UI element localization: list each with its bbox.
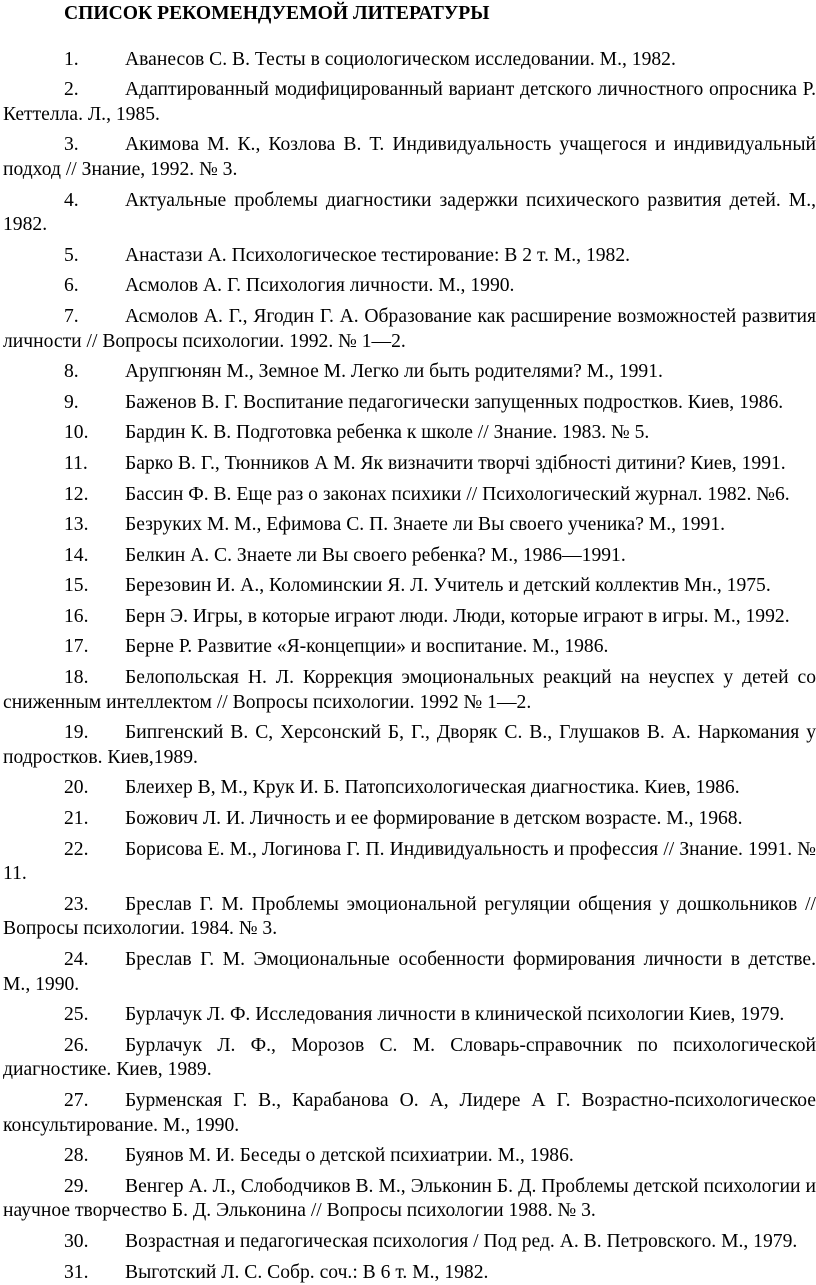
- reference-text: Бипгенский В. С, Херсонский Б, Г., Дворяк С. В., Глушаков В. А. Наркомания у подростков. Киев,1989.: [3, 722, 816, 768]
- reference-text: Арупгюнян М., Земное М. Легко ли быть родителями? М., 1991.: [125, 361, 663, 383]
- reference-text: Блеихер В, М., Крук И. Б. Патопсихологическая диагностика. Киев, 1986.: [125, 777, 740, 799]
- reference-item: [3, 721, 816, 770]
- reference-number: 21.: [64, 808, 89, 830]
- reference-text: Безруких М. М., Ефимова С. П. Знаете ли Вы своего ученика? М., 1991.: [125, 514, 726, 536]
- reference-item: [3, 513, 816, 538]
- reference-text: Бурлачук Л. Ф., Морозов С. М. Словарь-справочник по психологической диагностике. Киев, 1989.: [3, 1034, 816, 1081]
- reference-item: [3, 189, 816, 238]
- reference-text: Асмолов А. Г., Ягодин Г. А. Образование как расширение возможностей развития личности // Вопросы психологии. 1992. № 1—2.: [3, 305, 816, 352]
- reference-text: Бреслав Г. М. Проблемы эмоциональной регуляции общения у дошкольников // Вопросы психологии. 1984. № 3.: [3, 893, 816, 940]
- reference-text: Белкин А. С. Знаете ли Вы своего ребенка? М., 1986—1991.: [125, 544, 626, 566]
- reference-number: 19.: [64, 722, 89, 744]
- page-title: СПИСОК РЕКОМЕНДУЕМОЙ ЛИТЕРАТУРЫ: [64, 3, 490, 24]
- reference-number: 13.: [64, 514, 89, 536]
- reference-text: Бурлачук Л. Ф. Исследования личности в клинической психологии Киев, 1979.: [125, 1004, 785, 1026]
- reference-item: [3, 544, 816, 569]
- reference-item: [3, 666, 816, 715]
- reference-number: 31.: [64, 1261, 89, 1283]
- reference-number: 12.: [64, 483, 89, 505]
- reference-number: 22.: [64, 838, 89, 860]
- reference-item: [3, 893, 816, 942]
- reference-item: [3, 48, 816, 73]
- reference-number: 20.: [64, 777, 89, 799]
- reference-item: [3, 605, 816, 630]
- reference-item: [3, 452, 816, 477]
- reference-item: [3, 360, 816, 385]
- reference-item: [3, 1089, 816, 1138]
- reference-number: 25.: [64, 1004, 89, 1026]
- reference-text: Берне Р. Развитие «Я-концепции» и воспитание. М., 1986.: [125, 636, 609, 658]
- reference-text: Берн Э. Игры, в которые играют люди. Люди, которые играют в игры. М., 1992.: [125, 605, 790, 627]
- reference-text: Бардин К. В. Подготовка ребенка к школе // Знание. 1983. № 5.: [125, 422, 650, 444]
- reference-number: 3.: [64, 134, 79, 156]
- reference-number: 18.: [64, 667, 89, 689]
- reference-number: 14.: [64, 544, 89, 566]
- reference-text: Березовин И. А., Коломинскии Я. Л. Учитель и детский коллектив Мн., 1975.: [125, 575, 771, 597]
- reference-text: Бреслав Г. М. Эмоциональные особенности формирования личности в детстве. М., 1990.: [3, 949, 816, 995]
- reference-number: 9.: [64, 391, 79, 413]
- reference-number: 30.: [64, 1230, 89, 1252]
- reference-number: 15.: [64, 575, 89, 597]
- reference-item: [3, 807, 816, 832]
- reference-item: [3, 948, 816, 997]
- reference-item: [3, 776, 816, 801]
- reference-number: 7.: [64, 305, 79, 327]
- reference-number: 28.: [64, 1145, 89, 1167]
- reference-number: 26.: [64, 1034, 89, 1056]
- reference-item: [3, 1144, 816, 1169]
- reference-text: Аванесов С. В. Тесты в социологическом исследовании. М., 1982.: [125, 48, 676, 70]
- reference-text: Бассин Ф. В. Еще раз о законах психики // Психологический журнал. 1982. №6.: [125, 483, 790, 505]
- reference-number: 23.: [64, 893, 89, 915]
- reference-text: Барко В. Г., Тюнников А М. Як визначити творчі здібності дитини? Киев, 1991.: [125, 452, 786, 474]
- reference-text: Бурменская Г. В., Карабанова О. А, Лидере А Г. Возрастно-психологическое консультирование. М., 1990.: [3, 1089, 816, 1136]
- reference-item: [3, 391, 816, 416]
- reference-number: 1.: [64, 48, 79, 70]
- reference-text: Божович Л. И. Личность и ее формирование в детском возрасте. М., 1968.: [125, 808, 743, 830]
- reference-number: 4.: [64, 189, 79, 211]
- reference-item: [3, 574, 816, 599]
- reference-text: Адаптированный модифицированный вариант детского личностного опросника Р. Кеттелла. Л., 1985.: [3, 79, 816, 125]
- reference-number: 6.: [64, 275, 79, 297]
- reference-number: 10.: [64, 422, 89, 444]
- reference-number: 17.: [64, 636, 89, 658]
- reference-item: [3, 838, 816, 887]
- reference-text: Асмолов А. Г. Психология личности. М., 1990.: [125, 275, 515, 297]
- reference-item: [3, 274, 816, 299]
- reference-item: [3, 1261, 816, 1285]
- reference-number: 16.: [64, 605, 89, 627]
- reference-item: [3, 1175, 816, 1224]
- reference-text: Борисова Е. М., Логинова Г. П. Индивидуальность и профессия // Знание. 1991. № 11.: [3, 838, 816, 885]
- reference-text: Актуальные проблемы диагностики задержки психического развития детей. М., 1982.: [3, 189, 816, 236]
- reference-text: Баженов В. Г. Воспитание педагогически запущенных подростков. Киев, 1986.: [125, 391, 784, 413]
- reference-item: [3, 1230, 816, 1255]
- reference-list: [3, 48, 816, 1285]
- reference-number: 29.: [64, 1175, 89, 1197]
- reference-text: Венгер А. Л., Слободчиков В. М., Эльконин Б. Д. Проблемы детской психологии и научное творчество Б. Д. Эльконина // Вопросы психологии 1988. № 3.: [3, 1175, 816, 1222]
- reference-text: Возрастная и педагогическая психология / Под ред. А. В. Петровского. М., 1979.: [125, 1230, 798, 1252]
- reference-text: Выготский Л. С. Собр. соч.: В 6 т. М., 1982.: [125, 1261, 489, 1283]
- reference-text: Белопольская Н. Л. Коррекция эмоциональных реакций на неуспех у детей со сниженным интеллектом // Вопросы психологии. 1992 № 1—2.: [3, 667, 816, 713]
- reference-item: [3, 635, 816, 660]
- reference-number: 27.: [64, 1089, 89, 1111]
- reference-number: 8.: [64, 361, 79, 383]
- reference-item: [3, 1003, 816, 1028]
- reference-text: Акимова М. К., Козлова В. Т. Индивидуальность учащегося и индивидуальный подход // Знание, 1992. № 3.: [3, 134, 816, 180]
- reference-text: Анастази А. Психологическое тестирование: В 2 т. М., 1982.: [125, 244, 631, 266]
- reference-text: Буянов М. И. Беседы о детской психиатрии. М., 1986.: [125, 1145, 574, 1167]
- reference-item: [3, 133, 816, 182]
- reference-item: [3, 1034, 816, 1083]
- reference-item: [3, 421, 816, 446]
- reference-number: 24.: [64, 949, 89, 970]
- reference-number: 2.: [64, 79, 79, 101]
- reference-number: 11.: [64, 452, 88, 474]
- reference-item: [3, 305, 816, 354]
- reference-item: [3, 244, 816, 269]
- reference-item: [3, 483, 816, 508]
- reference-number: 5.: [64, 244, 79, 266]
- reference-item: [3, 78, 816, 127]
